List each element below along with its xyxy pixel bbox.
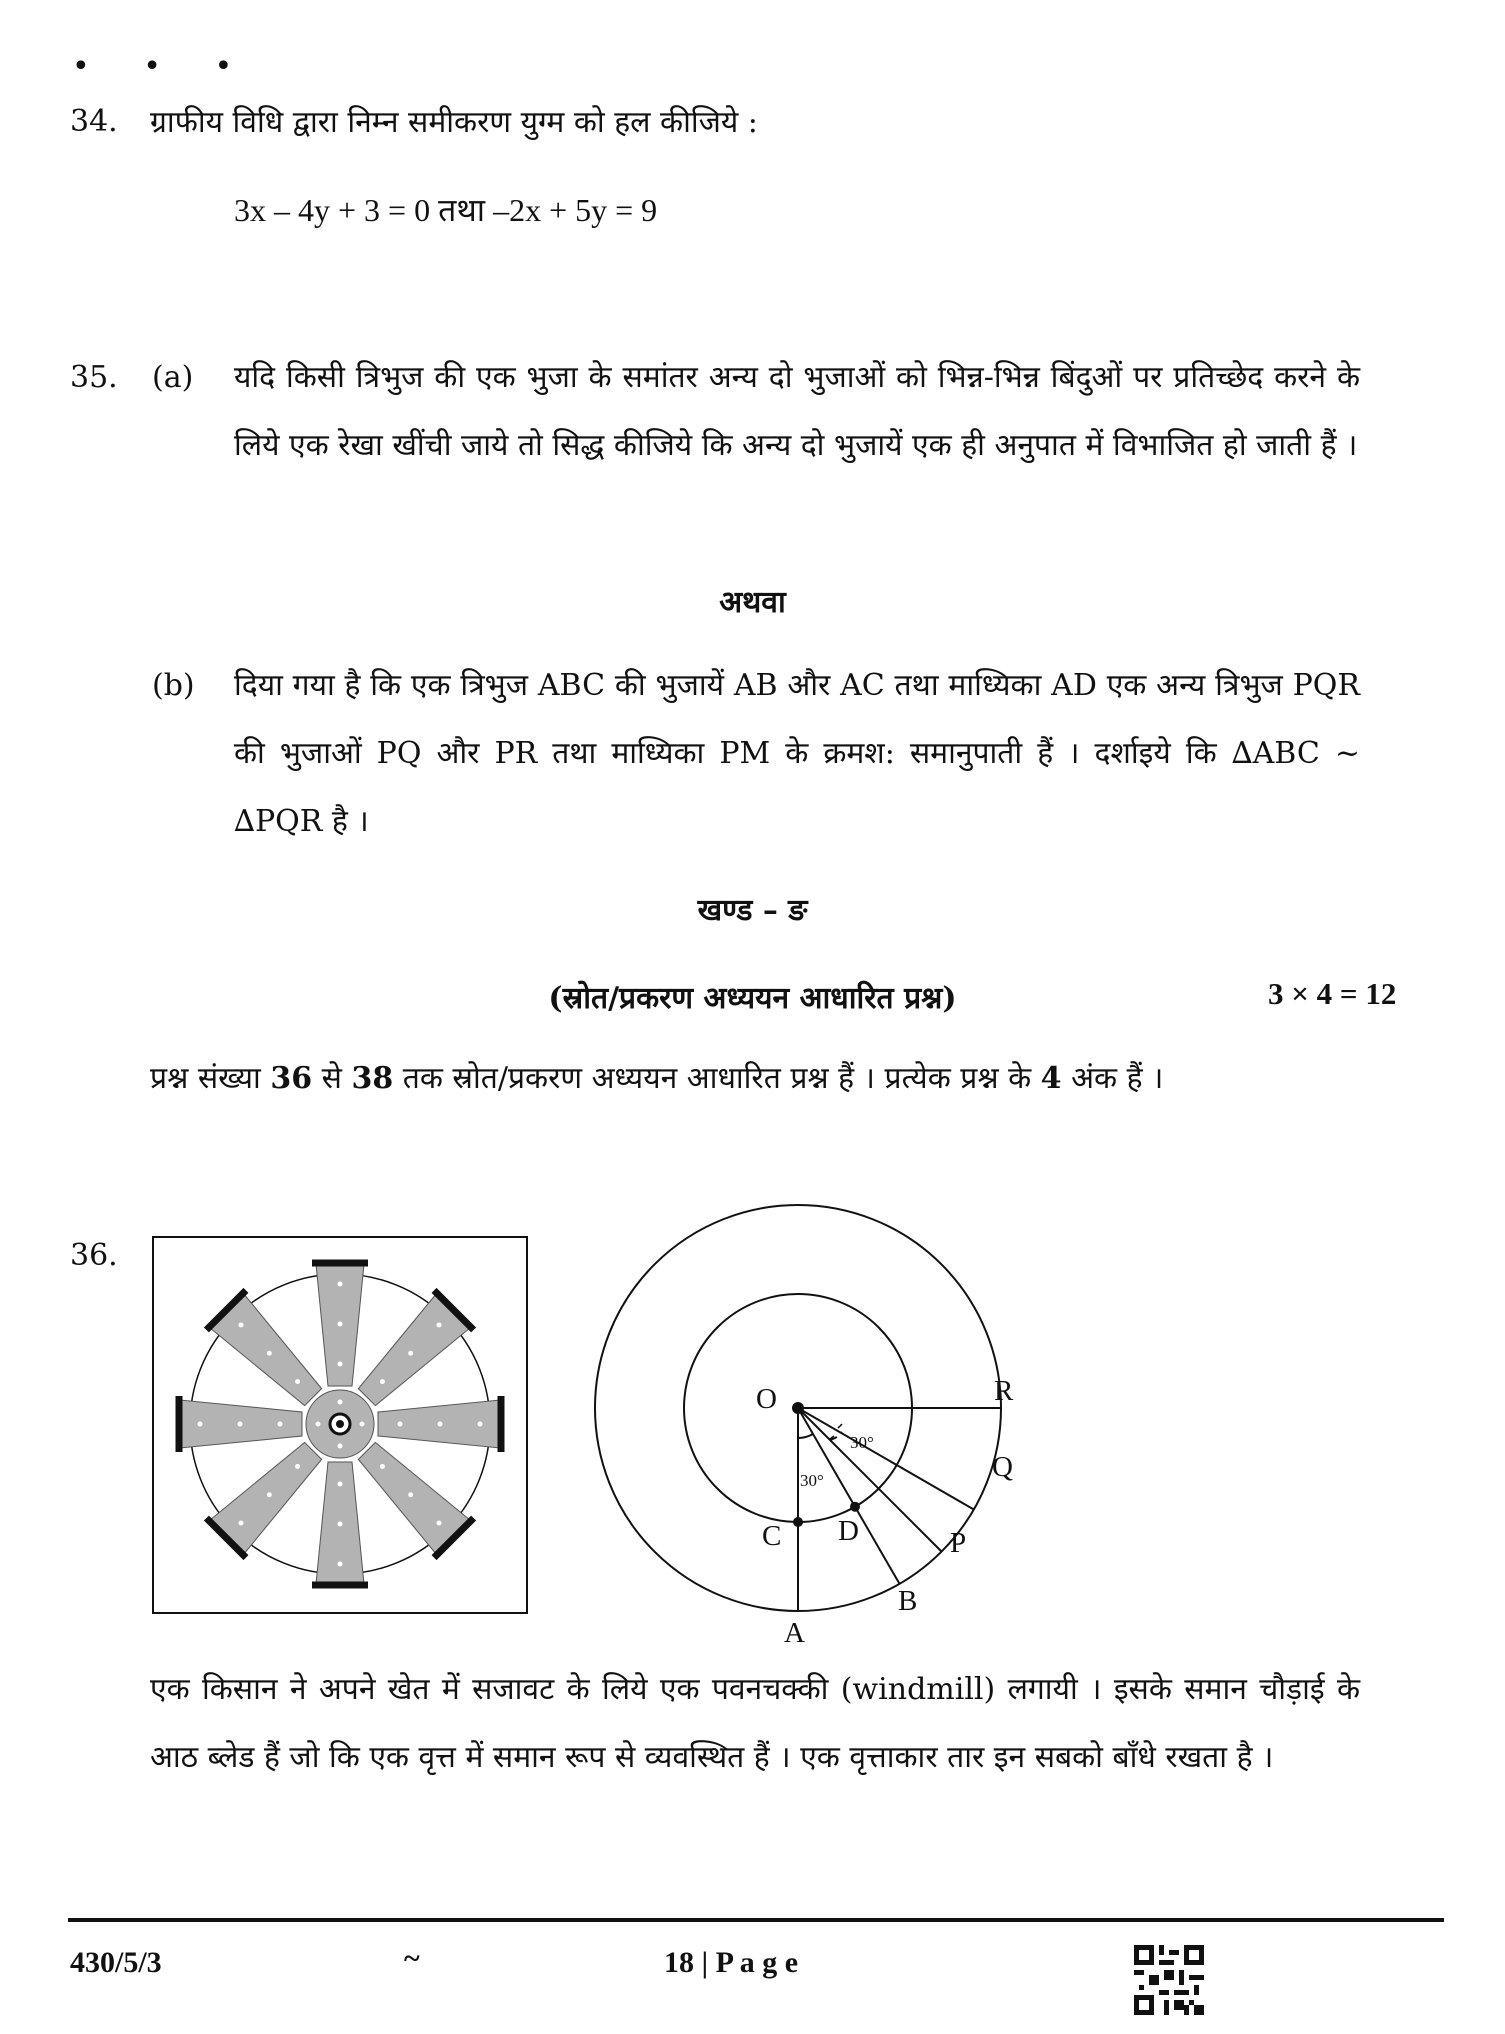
q35-part-a-label: (a) [152,360,194,395]
label-d: D [838,1515,859,1547]
label-o: O [756,1383,777,1415]
section-title: खण्ड – ङ [697,893,808,928]
instruction-text-part: अंक हैं । [1061,1061,1164,1096]
footer-paper-code: 430/5/3 [70,1946,162,1979]
section-instruction [150,1060,1163,1098]
label-angle-poq: 30° [850,1433,874,1452]
concentric-circles-diagram [580,1200,1100,1660]
label-q: Q [992,1451,1013,1483]
q35-part-b-text: दिया गया है कि एक त्रिभुज ABC की भुजायें AB और AC तथा माध्यिका AD एक अन्य त्रिभुज PQR की भुजाओं PQ और PR तथा माध्यिका PM के क्रमश: समानुपाती हैं । दर्शाइये कि ∆ABC ~ ∆PQR है । [234,668,1360,839]
point-d [850,1502,860,1512]
q35-number: 35. [70,360,118,395]
label-p: P [950,1527,967,1559]
label-a: A [784,1617,805,1649]
section-subtitle: (स्रोत/प्रकरण अध्ययन आधारित प्रश्न) [548,981,957,1016]
radius-ob [798,1408,900,1584]
footer-tilde: ~ [404,1942,420,1975]
q35-part-a-text: यदि किसी त्रिभुज की एक भुजा के समांतर अन्य दो भुजाओं को भिन्न-भिन्न बिंदुओं पर प्रतिच्छेद करने के लिये एक रेखा खींची जाये तो सिद्ध कीजिये कि अन्य दो भुजायें एक ही अनुपात में विभाजित हो जाती हैं । [234,360,1360,463]
label-b: B [898,1585,918,1617]
q34-number: 34. [70,104,118,139]
label-r: R [994,1375,1014,1407]
instruction-text-part: प्रश्न संख्या [150,1061,271,1096]
instruction-text-part: तक स्रोत/प्रकरण अध्ययन आधारित प्रश्न हैं । प्रत्येक प्रश्न के [393,1061,1041,1096]
q36-text: एक किसान ने अपने खेत में सजावट के लिये एक पवनचक्की (windmill) लगायी । इसके समान चौड़ाई के आठ ब्लेड हैं जो कि एक वृत्त में समान रूप से व्यवस्थित हैं । एक वृत्ताकार तार इन सबको बाँधे रखता है । [150,1672,1360,1775]
instruction-number-4: 4 [1040,1061,1062,1096]
angle-arc-poq [838,1424,842,1428]
section-marks: 3 × 4 = 12 [1268,976,1397,1011]
instruction-number-38: 38 [351,1061,394,1096]
point-o [792,1402,804,1414]
windmill-figure [152,1236,528,1614]
instruction-number-36: 36 [270,1061,313,1096]
instruction-text-part: से [312,1061,352,1096]
footer-divider [68,1918,1444,1922]
label-c: C [762,1520,782,1552]
q35-part-b-label: (b) [152,668,195,703]
footer-page-number: 18 | P a g e [664,1946,799,1979]
radius-oq [798,1408,974,1510]
q35-or: अथवा [719,585,786,620]
point-c [793,1517,803,1527]
qr-code-icon [1134,1945,1204,2015]
label-angle-aob: 30° [800,1471,824,1490]
top-marker-dots: • • • [72,49,255,84]
q36-number: 36. [70,1238,118,1273]
angle-arc-aob [798,1434,813,1438]
q34-text: ग्राफीय विधि द्वारा निम्न समीकरण युग्म को हल कीजिये : [150,105,758,140]
q34-equation: 3x – 4y + 3 = 0 तथा –2x + 5y = 9 [234,192,658,228]
